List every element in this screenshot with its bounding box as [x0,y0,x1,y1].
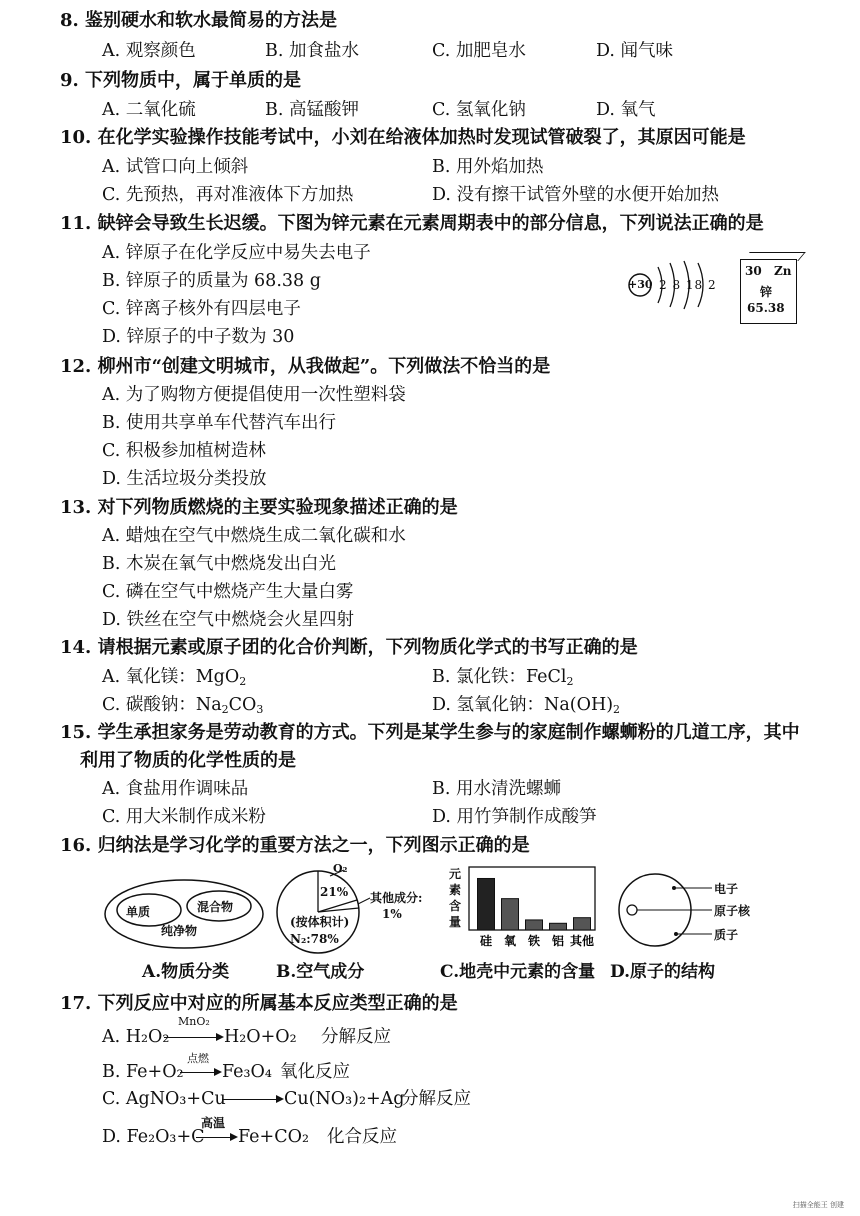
q17-option-d-type: 化合反应 [327,1127,397,1147]
q13-option-d: D. 铁丝在空气中燃烧会火星四射 [102,610,355,630]
q17-option-d-reactants: D. Fe₂O₃+C [102,1127,205,1147]
q11-option-d: D. 锌原子的中子数为 30 [102,327,295,347]
question-10-stem: 10. 在化学实验操作技能考试中，小刘在给液体加热时发现试管破裂了，其原因可能是 [60,127,746,148]
q10-option-d: D. 没有擦干试管外壁的水便开始加热 [432,185,720,205]
question-16-stem: 16. 归纳法是学习化学的重要方法之一，下列图示正确的是 [60,835,530,856]
q12-option-d: D. 生活垃圾分类投放 [102,469,267,489]
q11-option-b: B. 锌原子的质量为 68.38 g [102,271,321,291]
question-8-stem: 8. 鉴别硬水和软水最简易的方法是 [60,10,338,31]
fig-d-label-nucleus: 原子核 [714,904,751,918]
q12-option-c: C. 积极参加植树造林 [102,441,266,461]
atom-electron-shells: 2 8 18 2 [659,278,717,292]
figure-c-crust-bar-chart [468,866,596,950]
q8-option-d: D. 闻气味 [596,41,674,61]
q8-option-c: C. 加肥皂水 [432,41,526,61]
fig-a-right-label: 混合物 [197,900,234,914]
fig-a-left-label: 单质 [126,905,151,919]
q17-option-c-products: Cu(NO₃)₂+Ag [284,1089,405,1109]
q17-option-d-products: Fe+CO₂ [238,1127,309,1147]
q14-option-a: A. 氧化镁：MgO$_2$ [102,667,247,688]
q17-option-a-arrow [164,1037,222,1038]
tick-label-3: 铝 [551,934,565,948]
q9-option-b: B. 高锰酸钾 [265,100,359,120]
fig-a-caption: A.物质分类 [142,962,230,982]
q17-option-b-products: Fe₃O₄ [222,1062,272,1082]
tick-label-4: 其他 [569,934,595,948]
question-15-stem-line2: 利用了物质的化学性质的是 [80,750,296,771]
q9-option-c: C. 氢氧化钠 [432,100,526,120]
fig-b-other-label: 其他成分: [370,891,423,905]
question-13-stem: 13. 对下列物质燃烧的主要实验现象描述正确的是 [60,497,458,518]
tile-atomic-number: 30 [745,264,762,278]
fig-d-label-electron: 电子 [714,882,739,896]
q11-option-a: A. 锌原子在化学反应中易失去电子 [102,243,371,263]
q17-option-a-condition: MnO₂ [178,1015,210,1028]
q17-option-c-arrow [222,1099,282,1100]
fig-b-by-volume: (按体积计) [290,915,350,929]
tile-element-symbol: Zn [774,264,792,278]
q15-option-b: B. 用水清洗螺蛳 [432,779,561,799]
atom-nucleus-charge: +30 [628,278,653,291]
bar-0 [478,878,495,930]
q14-option-b: B. 氯化铁：FeCl$_2$ [432,667,574,688]
q13-option-a: A. 蜡烛在空气中燃烧生成二氧化碳和水 [102,526,406,546]
q17-option-d-arrow [196,1137,236,1138]
q15-option-a: A. 食盐用作调味品 [102,779,249,799]
fig-b-21pct: 21% [320,885,349,899]
q17-option-c-type: 分解反应 [401,1089,471,1109]
q17-option-b-arrow [180,1072,220,1073]
question-14-stem: 14. 请根据元素或原子团的化合价判断，下列物质化学式的书写正确的是 [60,637,638,658]
tick-label-0: 硅 [479,934,493,948]
q13-option-c: C. 磷在空气中燃烧产生大量白雾 [102,582,354,602]
fig-b-caption: B.空气成分 [276,962,365,982]
q14-option-c: C. 碳酸钠：$Na_2CO_3$ [102,695,264,716]
tile-atomic-mass: 65.38 [747,301,785,315]
question-12-stem: 12. 柳州市“创建文明城市，从我做起”。下列做法不恰当的是 [60,356,551,377]
q10-option-c: C. 先预热，再对准液体下方加热 [102,185,354,205]
q10-option-a: A. 试管口向上倾斜 [102,157,249,177]
tick-label-2: 铁 [527,934,541,948]
q15-option-d: D. 用竹笋制作成酸笋 [432,807,597,827]
tile-element-name: 锌 [760,285,773,299]
q17-option-a-reactants: A. H₂O₂ [102,1027,170,1047]
q12-option-b: B. 使用共享单车代替汽车出行 [102,413,336,433]
q8-option-a: A. 观察颜色 [102,41,196,61]
bar-2 [526,920,543,930]
fig-b-n2-label: N₂:78% [290,932,339,946]
fig-c-caption: C.地壳中元素的含量 [440,962,596,982]
q11-option-c: C. 锌离子核外有四层电子 [102,299,301,319]
q10-option-b: B. 用外焰加热 [432,157,544,177]
fig-b-o2-label: O₂ [333,862,348,875]
tick-label-1: 氧 [503,934,517,948]
q17-option-a-products: H₂O+O₂ [224,1027,297,1047]
bar-3 [550,923,567,930]
fig-d-caption: D.原子的结构 [610,962,716,982]
q14-option-d: D. 氢氧化钠：$Na(OH)_2$ [432,695,621,716]
q9-option-a: A. 二氧化硫 [102,100,196,120]
q15-option-c: C. 用大米制作成米粉 [102,807,266,827]
q17-option-b-type: 氧化反应 [280,1062,350,1082]
q17-option-c-reactants: C. AgNO₃+Cu [102,1089,226,1109]
fig-a-bottom-label: 纯净物 [161,924,198,938]
q12-option-a: A. 为了购物方便提倡使用一次性塑料袋 [102,385,406,405]
q13-option-b: B. 木炭在氧气中燃烧发出白光 [102,554,336,574]
bar-1 [502,899,519,930]
fig-c-ylabel: 元素含量 [449,867,462,929]
q9-option-d: D. 氧气 [596,100,656,120]
question-11-stem: 11. 缺锌会导致生长迟缓。下图为锌元素在元素周期表中的部分信息，下列说法正确的是 [60,213,764,234]
periodic-tile-shadow [742,252,806,261]
q17-option-b-reactants: B. Fe+O₂ [102,1062,184,1082]
q17-option-d-condition: 高温 [201,1116,226,1130]
question-9-stem: 9. 下列物质中，属于单质的是 [60,70,302,91]
q17-option-b-condition: 点燃 [187,1052,209,1065]
q8-option-b: B. 加食盐水 [265,41,359,61]
scanner-watermark: 扫描全能王 创建 [792,1201,844,1209]
fig-b-other-pct: 1% [382,907,402,921]
bar-4 [574,918,591,930]
question-15-stem-line1: 15. 学生承担家务是劳动教育的方式。下列是某学生参与的家庭制作螺蛳粉的几道工序，其中 [60,722,800,743]
fig-d-label-proton: 质子 [714,928,739,942]
question-17-stem: 17. 下列反应中对应的所属基本反应类型正确的是 [60,993,458,1014]
q17-option-a-type: 分解反应 [321,1027,391,1047]
figure-d-atom-structure [612,872,712,952]
